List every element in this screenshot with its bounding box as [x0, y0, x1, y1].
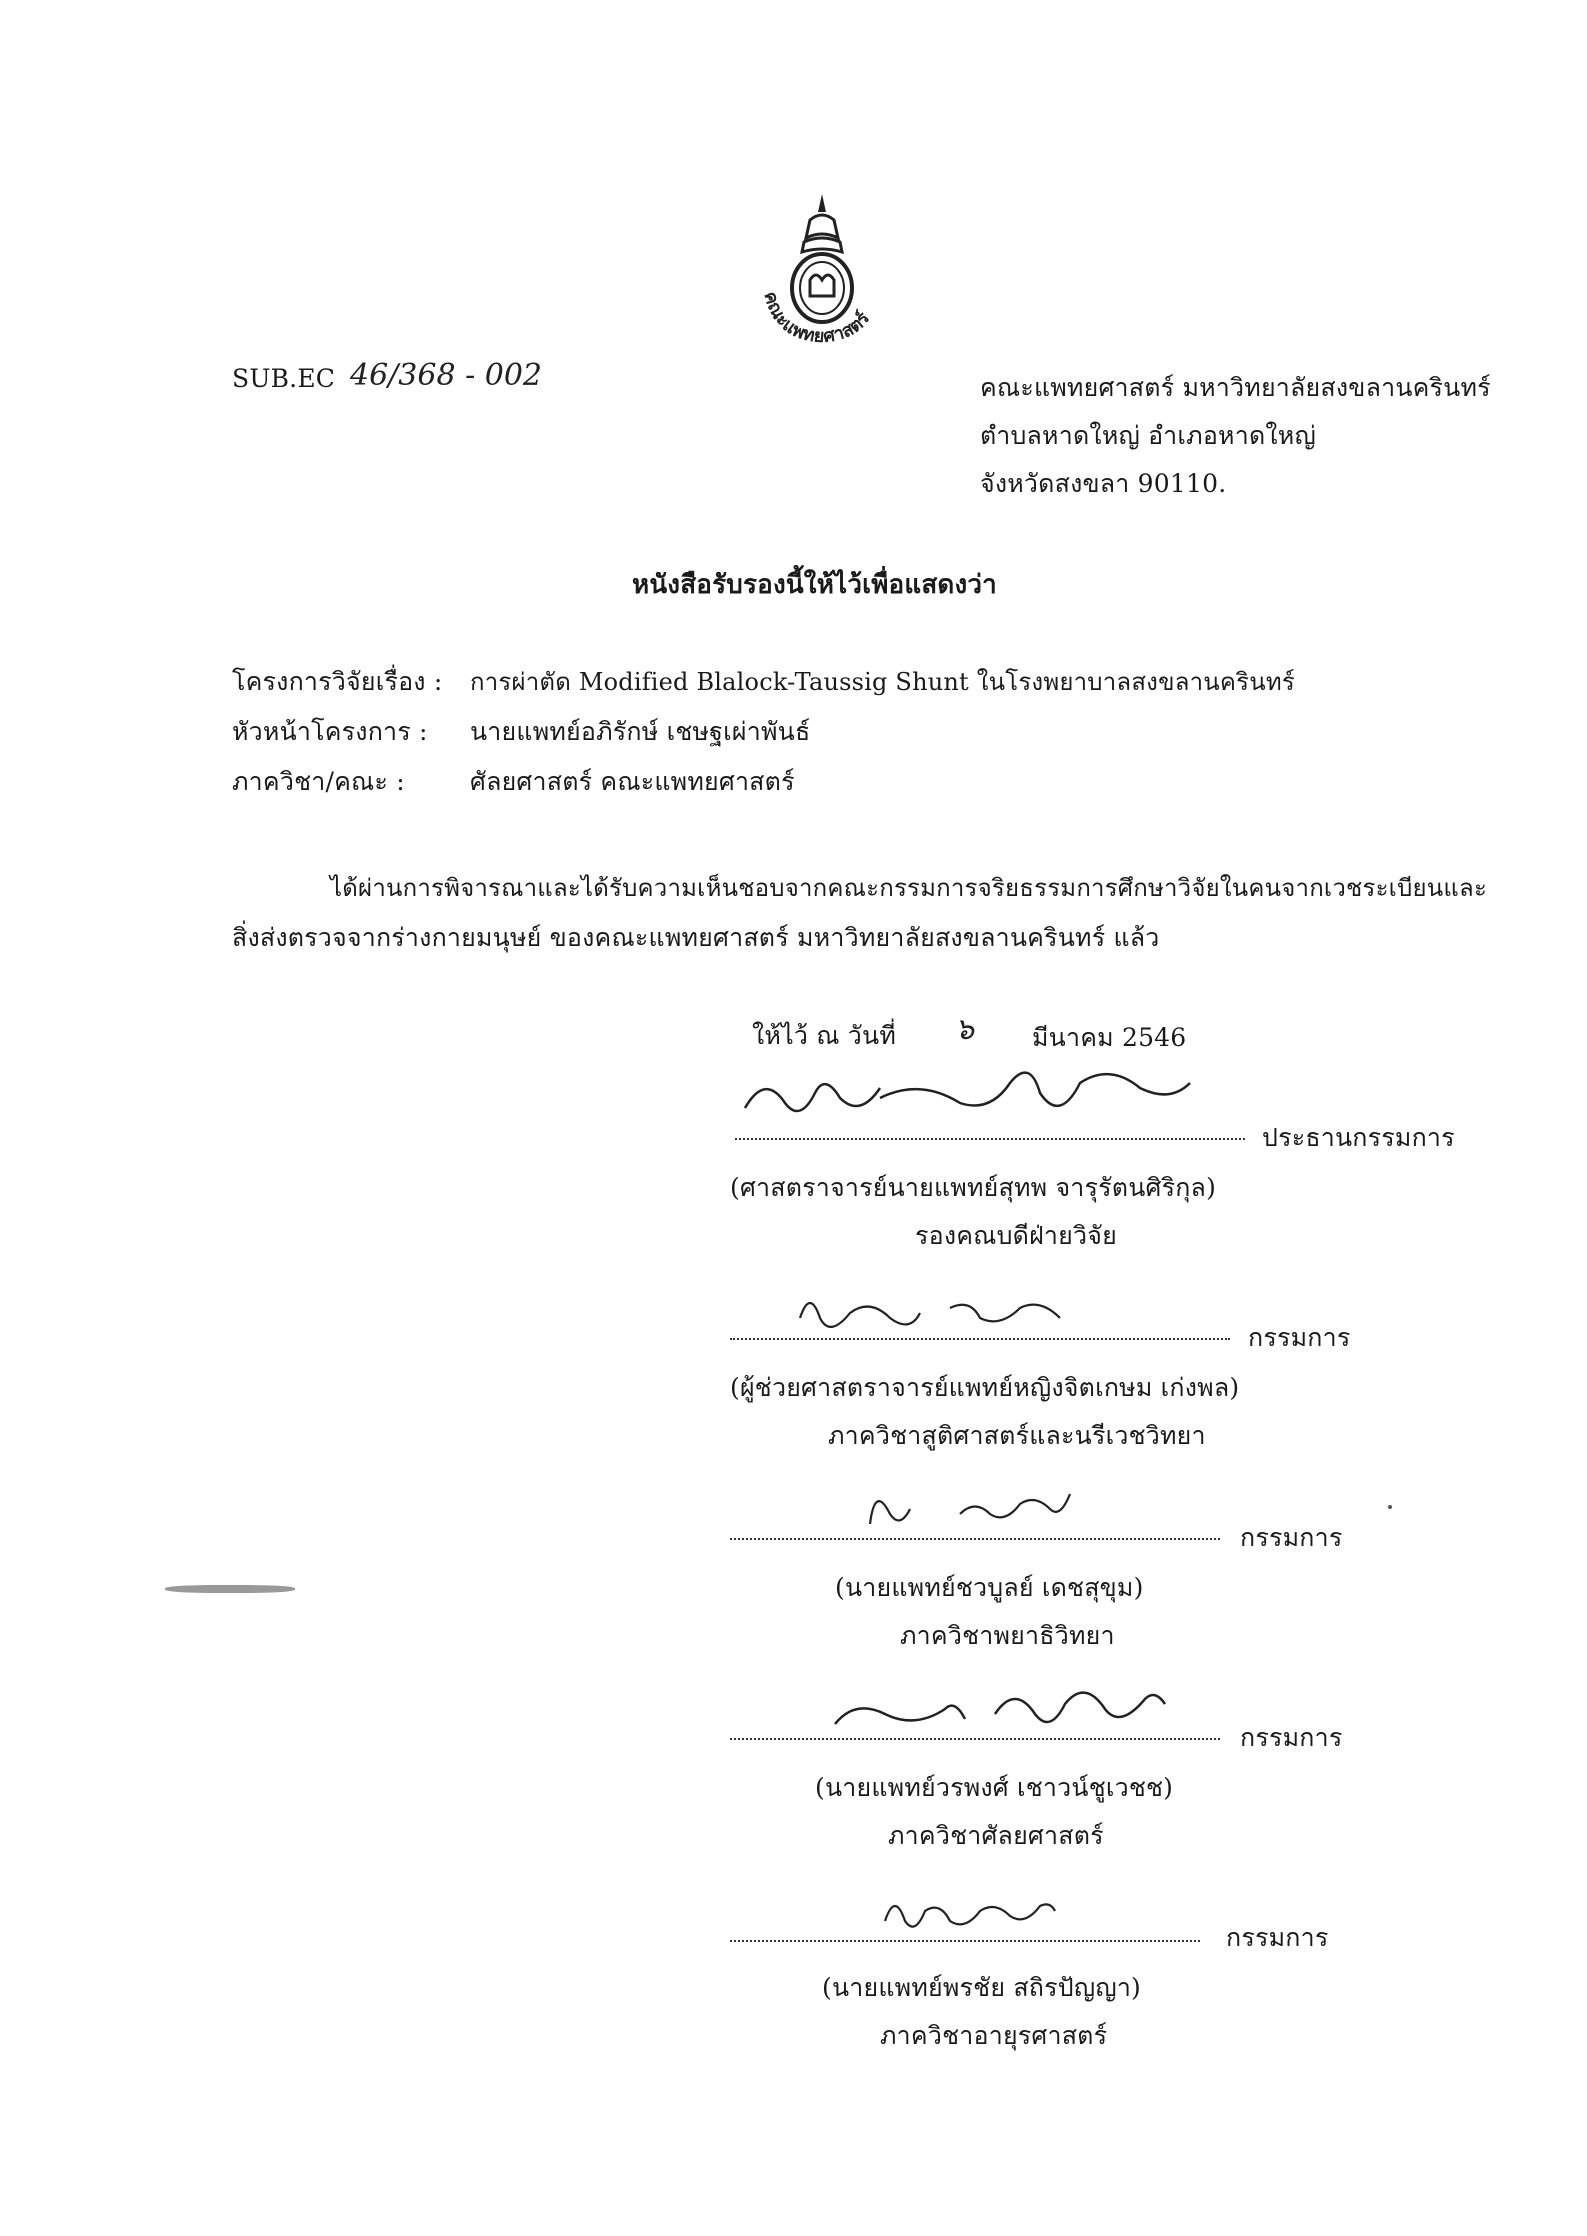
- body-line-1: ได้ผ่านการพิจารณาและได้รับความเห็นชอบจากคณะกรรมการจริยธรรมการศึกษาวิจัยในคนจากเวชระเบียนและ: [330, 874, 1488, 902]
- signature-line-3: [730, 1538, 1220, 1540]
- signatory-3-name: (นายแพทย์ชวบูลย์ เดชสุขุม): [835, 1573, 1144, 1602]
- date-month-year: มีนาคม 2546: [1032, 1023, 1187, 1052]
- project-title-value: การผ่าตัด Modified Blalock-Taussig Shunt ในโรงพยาบาลสงขลานครินทร์: [470, 668, 1295, 696]
- date-day: ๖: [955, 1012, 975, 1047]
- address-line-3: จังหวัดสงขลา 90110.: [980, 469, 1227, 498]
- project-department-value: ศัลยศาสตร์ คณะแพทยศาสตร์: [470, 767, 795, 796]
- signatory-2-name: (ผู้ช่วยศาสตราจารย์แพทย์หญิงจิตเกษม เก่งพล): [730, 1373, 1240, 1402]
- signatory-2-position: ภาควิชาสูติศาสตร์และนรีเวชวิทยา: [828, 1421, 1206, 1450]
- project-title-label: โครงการวิจัยเรื่อง :: [232, 667, 443, 696]
- faculty-seal-icon: [752, 190, 892, 350]
- project-leader-value: นายแพทย์อภิรักษ์ เชษฐเผ่าพันธ์: [470, 717, 811, 746]
- body-line-2: สิ่งส่งตรวจจากร่างกายมนุษย์ ของคณะแพทยศาสตร์ มหาวิทยาลัยสงขลานครินทร์ แล้ว: [232, 923, 1160, 952]
- signatory-3-role: กรรมการ: [1240, 1523, 1343, 1552]
- signature-5: [880, 1886, 1080, 1936]
- reference-handwritten-number: 46/368 - 002: [350, 358, 543, 393]
- reference-prefix: SUB.EC: [232, 364, 336, 393]
- signature-4: [825, 1684, 1205, 1744]
- address-line-2: ตำบลหาดใหญ่ อำเภอหาดใหญ่: [980, 421, 1316, 450]
- certificate-heading: หนังสือรับรองนี้ให้ไว้เพื่อแสดงว่า: [632, 570, 997, 600]
- signature-line-4: [730, 1738, 1220, 1740]
- signature-3: [860, 1484, 1120, 1534]
- signatory-4-role: กรรมการ: [1240, 1723, 1343, 1752]
- signatory-1-role: ประธานกรรมการ: [1262, 1123, 1455, 1152]
- signature-line-5: [730, 1940, 1200, 1942]
- signature-line-1: [735, 1138, 1245, 1140]
- signature-1: [740, 1068, 1260, 1138]
- signatory-1-name: (ศาสตราจารย์นายแพทย์สุทพ จารุรัตนศิริกุล): [730, 1173, 1217, 1202]
- signatory-5-position: ภาควิชาอายุรศาสตร์: [880, 2021, 1108, 2050]
- scan-smudge: [165, 1585, 295, 1593]
- signature-line-2: [730, 1338, 1230, 1340]
- svg-text:คณะแพทยศาสตร์: [760, 289, 875, 347]
- signatory-5-role: กรรมการ: [1226, 1923, 1329, 1952]
- signatory-4-name: (นายแพทย์วรพงศ์ เชาวน์ชูเวชช): [815, 1773, 1174, 1802]
- signatory-3-position: ภาควิชาพยาธิวิทยา: [900, 1621, 1115, 1650]
- address-line-1: คณะแพทยศาสตร์ มหาวิทยาลัยสงขลานครินทร์: [980, 373, 1491, 402]
- project-department-label: ภาควิชา/คณะ :: [232, 767, 405, 796]
- project-leader-label: หัวหน้าโครงการ :: [232, 717, 428, 746]
- signatory-4-position: ภาควิชาศัลยศาสตร์: [888, 1821, 1104, 1850]
- signatory-1-position: รองคณบดีฝ่ายวิจัย: [915, 1221, 1117, 1250]
- scan-dot: [1388, 1505, 1392, 1509]
- seal-text: คณะแพทยศาสตร์: [759, 289, 875, 348]
- date-prefix: ให้ไว้ ณ วันที่: [752, 1021, 896, 1050]
- signatory-5-name: (นายแพทย์พรชัย สถิรปัญญา): [822, 1973, 1142, 2002]
- signatory-2-role: กรรมการ: [1248, 1323, 1351, 1352]
- signature-2: [790, 1288, 1110, 1338]
